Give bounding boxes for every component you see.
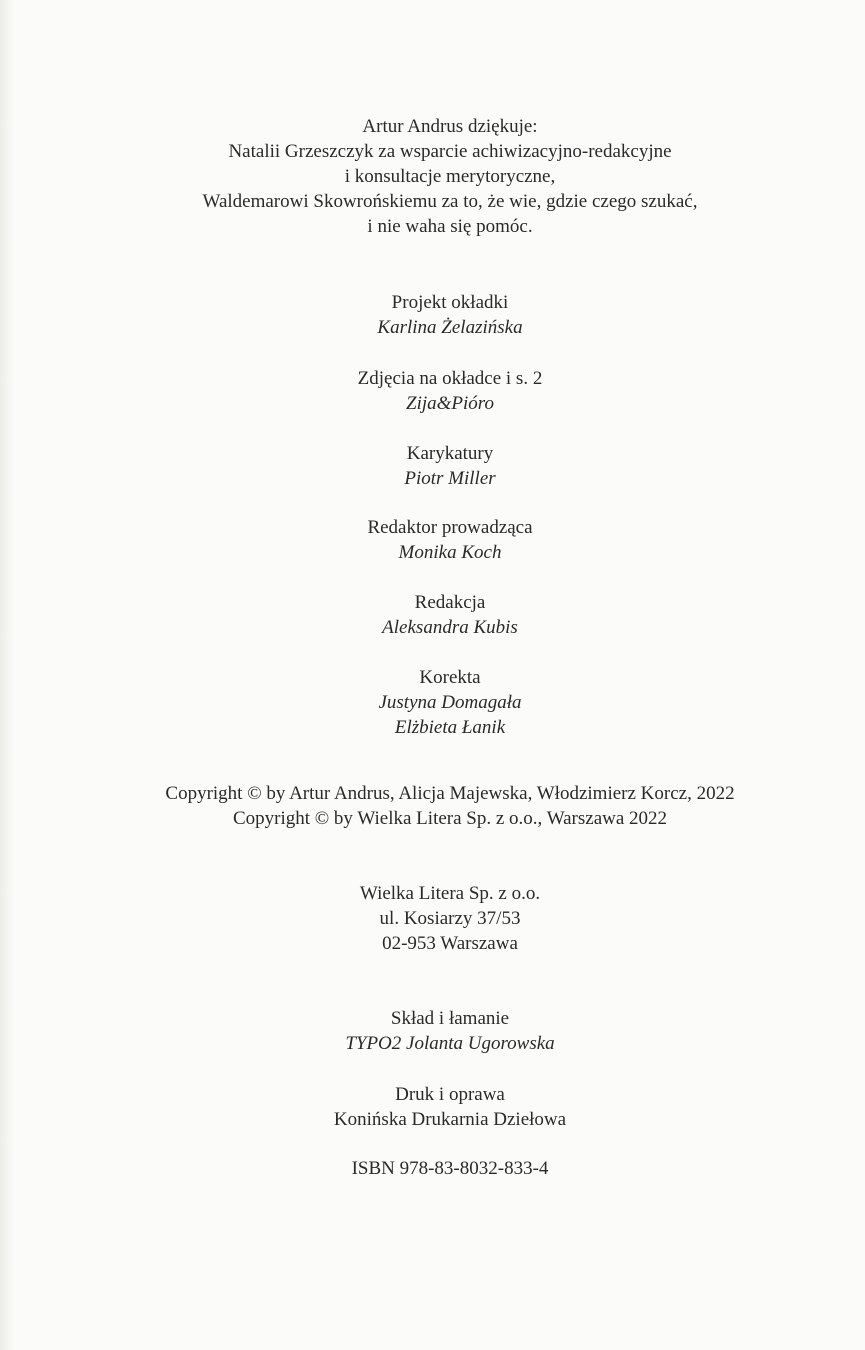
credit-editing bbox=[0, 590, 865, 640]
acknowledgements-line: Artur Andrus dziękuje: bbox=[362, 116, 538, 137]
acknowledgements-line: i nie waha się pomóc. bbox=[367, 216, 533, 237]
acknowledgements-line: Natalii Grzeszczyk za wsparcie achiwizacyjno-redakcyjne bbox=[228, 141, 672, 162]
credit-name: Karlina Żelazińska bbox=[377, 317, 523, 338]
credit-label: Redakcja bbox=[414, 592, 486, 613]
isbn-number: ISBN 978-83-8032-833-4 bbox=[351, 1158, 549, 1179]
publisher-line: Wielka Litera Sp. z o.o. bbox=[359, 883, 541, 904]
copyright-notice bbox=[0, 781, 865, 831]
credit-label: Karykatury bbox=[406, 443, 494, 464]
credit-cover-photos bbox=[0, 366, 865, 416]
copyright-line: Copyright © by Wielka Litera Sp. z o.o., Warszawa 2022 bbox=[232, 808, 668, 829]
publisher-line: 02-953 Warszawa bbox=[382, 933, 518, 954]
isbn bbox=[0, 1156, 865, 1181]
credit-proofreading bbox=[0, 665, 865, 740]
credit-label: Skład i łamanie bbox=[390, 1008, 510, 1029]
credit-label: Projekt okładki bbox=[391, 292, 509, 313]
credit-caricatures bbox=[0, 441, 865, 491]
credit-name: Aleksandra Kubis bbox=[382, 617, 518, 638]
credit-name: Justyna Domagała bbox=[378, 692, 522, 713]
publisher-line: ul. Kosiarzy 37/53 bbox=[379, 908, 521, 929]
credit-label: Redaktor prowadząca bbox=[367, 517, 533, 538]
credit-cover-design bbox=[0, 290, 865, 340]
acknowledgements-line: Waldemarowi Skowrońskiemu za to, że wie, gdzie czego szukać, bbox=[202, 191, 698, 212]
credit-name: Konińska Drukarnia Dziełowa bbox=[333, 1109, 567, 1130]
credit-name: Zija&Pióro bbox=[406, 393, 494, 414]
credit-name: Piotr Miller bbox=[404, 468, 496, 489]
credit-label: Zdjęcia na okładce i s. 2 bbox=[357, 368, 543, 389]
credit-label: Druk i oprawa bbox=[395, 1084, 505, 1105]
acknowledgements bbox=[0, 114, 865, 239]
credit-name: Elżbieta Łanik bbox=[394, 717, 506, 738]
credit-typesetting bbox=[0, 1006, 865, 1056]
credit-label: Korekta bbox=[419, 667, 481, 688]
copyright-line: Copyright © by Artur Andrus, Alicja Majewska, Włodzimierz Korcz, 2022 bbox=[165, 783, 735, 804]
credit-managing-editor bbox=[0, 515, 865, 565]
credit-name: TYPO2 Jolanta Ugorowska bbox=[345, 1033, 555, 1054]
credit-printing bbox=[0, 1082, 865, 1132]
publisher-address bbox=[0, 881, 865, 956]
acknowledgements-line: i konsultacje merytoryczne, bbox=[344, 166, 556, 187]
credit-name: Monika Koch bbox=[398, 542, 502, 563]
